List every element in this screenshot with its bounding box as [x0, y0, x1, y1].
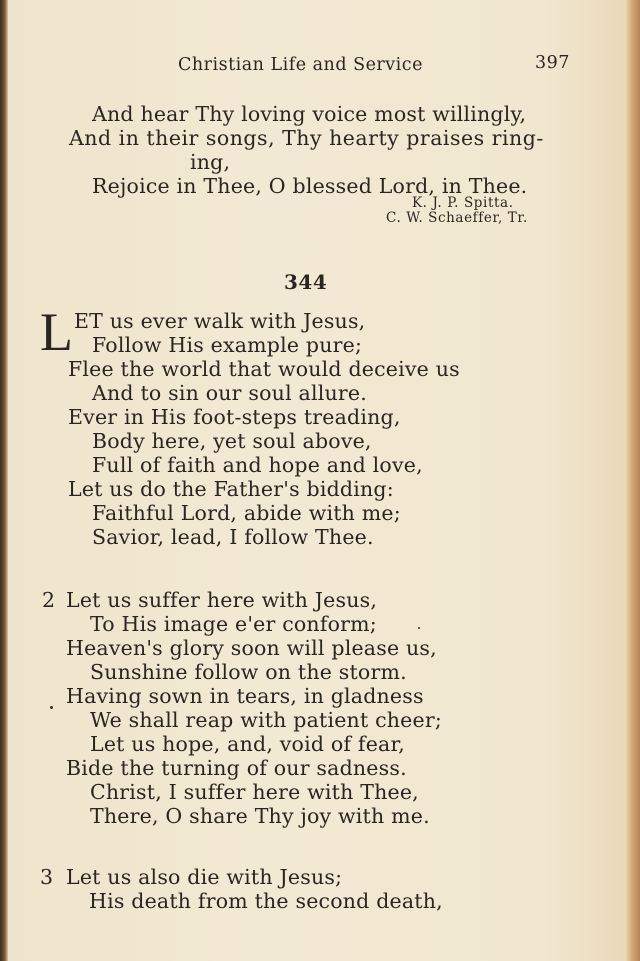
- stanza2-number: 2: [42, 588, 56, 612]
- previous-hymn-line: And in their songs, Thy hearty praises ring-: [69, 126, 544, 150]
- stanza2-line: Sunshine follow on the storm.: [90, 660, 407, 684]
- hymn-number: 344: [284, 270, 328, 294]
- stanza2-line: Let us suffer here with Jesus,: [66, 588, 378, 612]
- stanza1-line: And to sin our soul allure.: [92, 381, 367, 405]
- stanza2-line: Heaven's glory soon will please us,: [66, 636, 437, 660]
- stanza3-line: His death from the second death,: [89, 889, 443, 913]
- print-speck: [418, 627, 420, 629]
- stanza2-line: There, O share Thy joy with me.: [90, 804, 430, 828]
- stanza2-line: Having sown in tears, in gladness: [66, 684, 424, 708]
- page-number: 397: [535, 53, 570, 73]
- stanza2-line: Bide the turning of our sadness.: [66, 756, 407, 780]
- stanza1-line: Full of faith and hope and love,: [92, 453, 423, 477]
- stanza1-line: Faithful Lord, abide with me;: [92, 501, 401, 525]
- stanza1-line: Savior, lead, I follow Thee.: [92, 525, 374, 549]
- stanza1-line: Ever in His foot-steps treading,: [68, 405, 401, 429]
- book-binding: [0, 0, 8, 961]
- drop-cap: L: [40, 302, 73, 362]
- stanza2-line: Christ, I suffer here with Thee,: [90, 780, 419, 804]
- hymn-translator: C. W. Schaeffer, Tr.: [386, 210, 528, 226]
- hymn-author: K. J. P. Spitta.: [412, 195, 514, 211]
- stanza1-line: Follow His example pure;: [92, 333, 363, 357]
- stanza3-line: Let us also die with Jesus;: [66, 865, 343, 889]
- stanza3-number: 3: [40, 865, 54, 889]
- stanza1-line: Let us do the Father's bidding:: [68, 477, 394, 501]
- stanza2-line: To His image e'er conform;: [90, 612, 377, 636]
- previous-hymn-line: ing,: [190, 150, 231, 174]
- stanza1-line: Flee the world that would deceive us: [68, 357, 460, 381]
- print-speck: [50, 706, 53, 709]
- page-edge: [626, 0, 640, 961]
- previous-hymn-line: And hear Thy loving voice most willingly,: [92, 102, 527, 126]
- stanza2-line: We shall reap with patient cheer;: [90, 708, 442, 732]
- stanza1-line: ET us ever walk with Jesus,: [74, 309, 366, 333]
- stanza2-line: Let us hope, and, void of fear,: [90, 732, 405, 756]
- running-title: Christian Life and Service: [178, 55, 423, 75]
- stanza1-line: Body here, yet soul above,: [92, 429, 372, 453]
- previous-hymn-line: Rejoice in Thee, O blessed Lord, in Thee.: [92, 174, 528, 198]
